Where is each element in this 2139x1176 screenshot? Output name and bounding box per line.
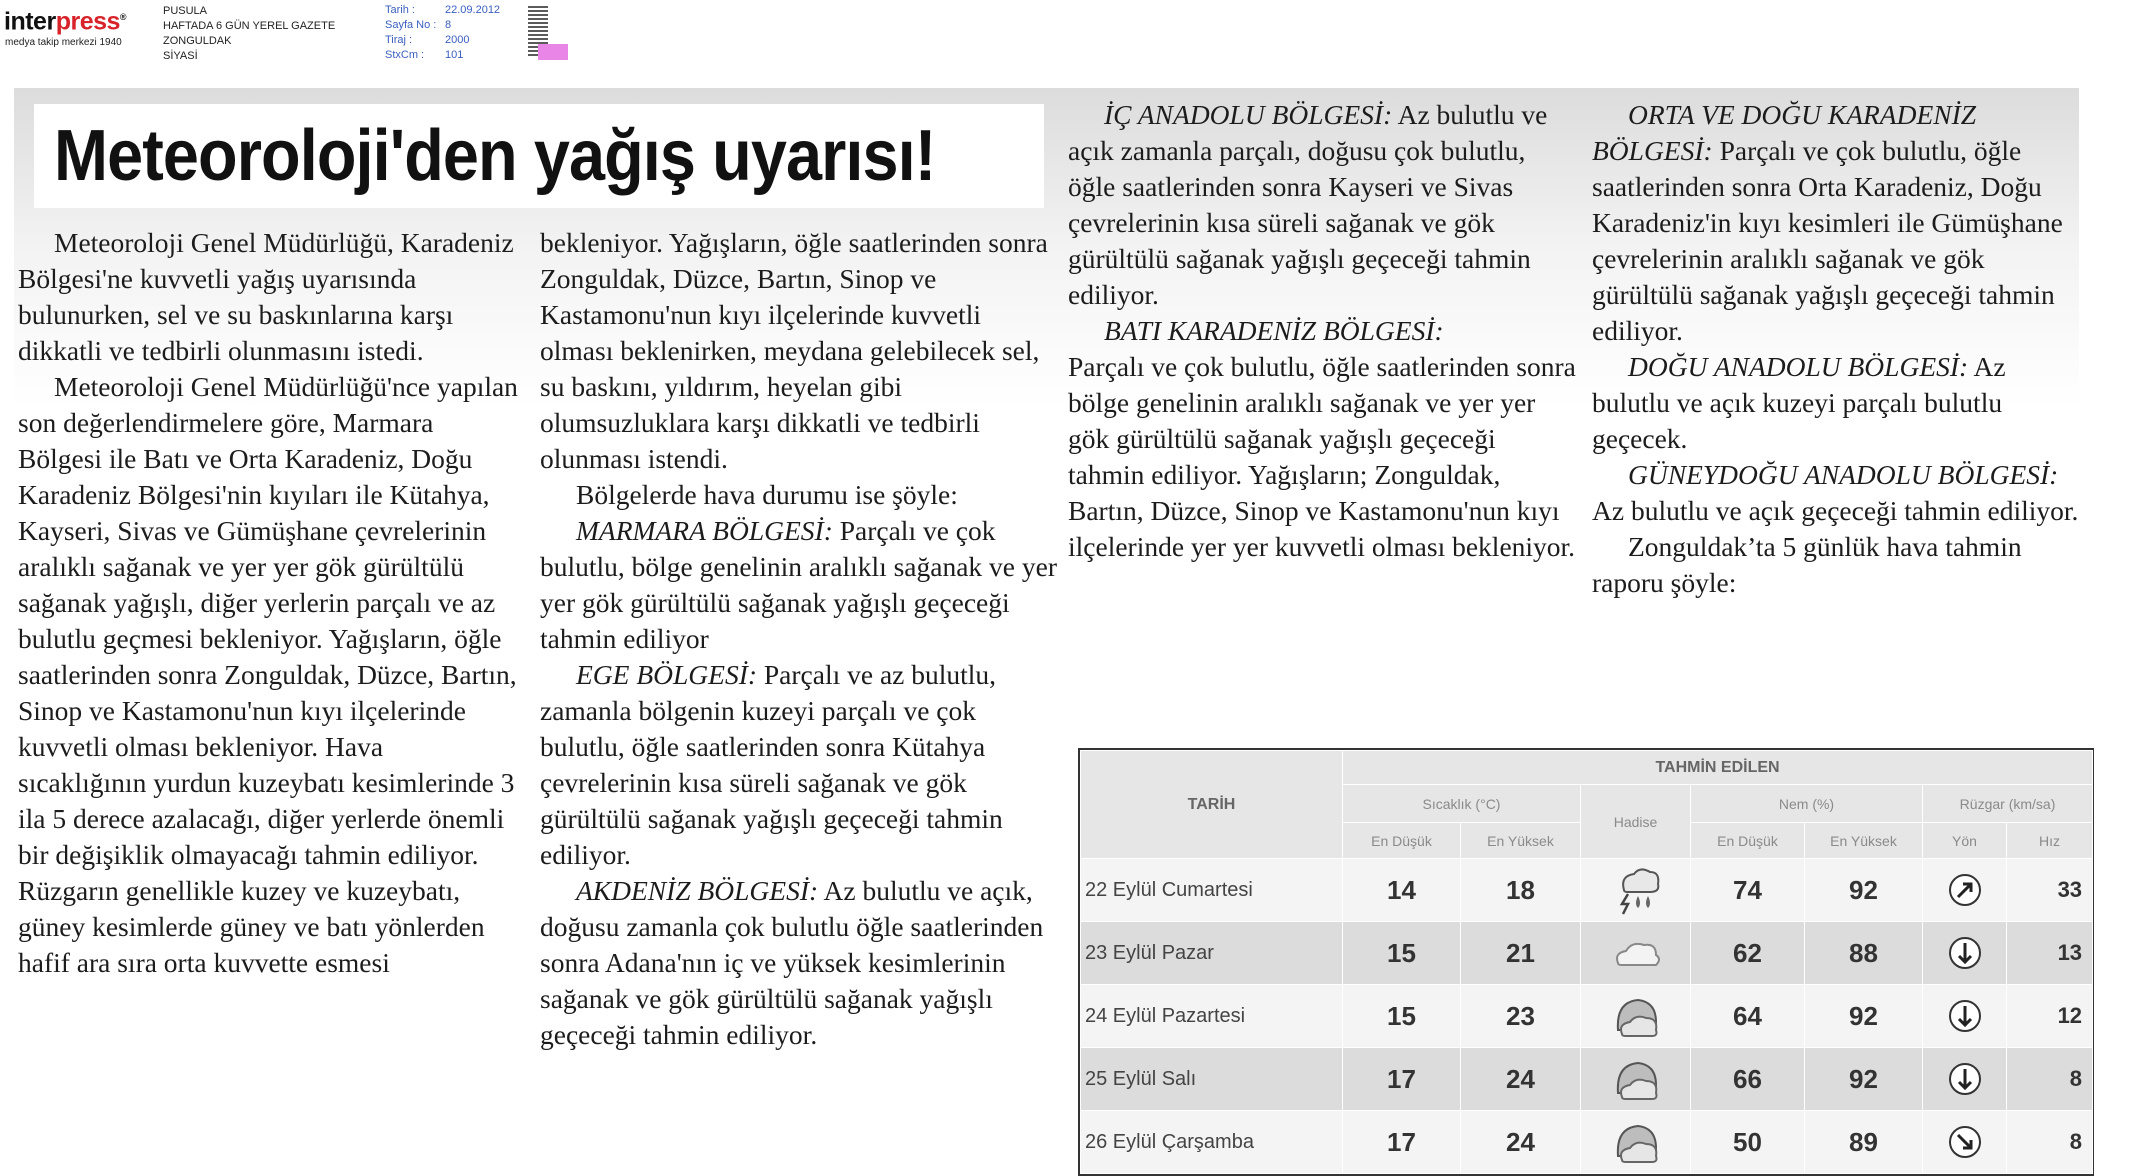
event-cell [1581,1048,1691,1111]
region-paragraph-ege [540,657,1060,873]
wind-speed: 8 [2007,1111,2093,1174]
col-header-hum-max: En Yüksek [1805,823,1923,859]
humidity-min: 50 [1691,1111,1805,1174]
meta-value: 22.09.2012 [445,4,501,16]
partly-cloudy-icon [1606,1053,1666,1105]
newspaper-clipping [14,88,2083,1157]
humidity-max: 92 [1805,985,1923,1048]
region-paragraph-marmara [540,513,1060,657]
region-text: Az bulutlu ve açık zamanla parçalı, doğusu çok bulutlu, öğle saatlerinden sonra Kayseri ve Sivas çevrelerinin kısa süreli sağanak ve gök gürültülü sağanak yağışlı geçeceği tahmin ediliyor. [1068,99,1548,310]
region-text: Parçalı ve çok bulutlu, öğle saatlerinden sonra bölge genelinin aralıklı sağanak ve yer yer gök gürültülü sağanak yağışlı geçeceği tahmin ediliyor. Yağışların; Zonguldak, Bartın, Düzce, Sinop ve Kastamonu'nun kıyı ilçelerinde yer yer kuvvetli olması bekleniyor. [1068,351,1576,562]
paragraph: Meteoroloji Genel Müdürlüğü'nce yapılan son değerlendirmelere göre, Marmara Bölgesi ile Batı ve Orta Karadeniz, Doğu Karadeniz Bölgesi'nin kıyıları ile Kütahya, Kayseri, Sivas ve Gümüşhane çevrelerinin aralıklı sağanak ve yer yer gök gürültülü sağanak yağışlı, diğer yerlerin parçalı ve az bulutlu geçmesi bekleniyor. Yağışların, öğle saatlerinden sonra Zonguldak, Düzce, Bartın, Sinop ve Kastamonu'nun kıyı ilçelerinde kuvvetli olması bekleniyor. Hava sıcaklığının yurdun kuzeybatı kesimlerinde 3 ila 5 derece azalacağı, diğer yerlerde önemli bir değişiklik olmayacağı tahmin ediliyor. Rüzgarın genellikle kuzey ve kuzeybatı, güney kesimlerde güney ve batı yönlerden hafif ara sıra orta kuvvette esmesi [18,371,518,978]
forecast-date: 26 Eylül Çarşamba [1081,1111,1343,1174]
article-column-1 [18,225,518,981]
col-header-date: TARİH [1081,751,1343,859]
forecast-date: 24 Eylül Pazartesi [1081,985,1343,1048]
forecast-date: 23 Eylül Pazar [1081,922,1343,985]
article-headline: Meteoroloji'den yağış uyarısı! [54,116,936,196]
logo-registered-mark: ® [119,12,127,22]
logo-text-left: inter [4,7,56,36]
meta-label: Sayfa No : [385,19,437,31]
temp-max: 24 [1461,1048,1581,1111]
color-marker [538,44,568,60]
humidity-max: 92 [1805,1048,1923,1111]
meta-value: 101 [445,49,464,61]
event-cell [1581,922,1691,985]
clipping-header [0,0,600,70]
col-header-wind-dir: Yön [1923,823,2007,859]
humidity-min: 64 [1691,985,1805,1048]
meta-row [385,33,500,48]
meta-label: StxCm : [385,49,425,61]
region-text: Az bulutlu ve açık kuzeyi parçalı bulutlu geçecek. [1592,351,2006,454]
meta-row [385,48,500,63]
partly-cloudy-icon [1606,1116,1666,1168]
meta-value: 2000 [445,34,470,46]
temp-min: 15 [1343,985,1461,1048]
meta-label: Tarih : [385,4,415,16]
cloud-icon [1606,927,1666,979]
wind-dir-cell [1923,1048,2007,1111]
region-name: AKDENİZ BÖLGESİ: [576,875,819,906]
partly-cloudy-icon [1606,990,1666,1042]
region-name: İÇ ANADOLU BÖLGESİ: [1104,99,1393,130]
wind-speed: 12 [2007,985,2093,1048]
publication-line: HAFTADA 6 GÜN YEREL GAZETE [163,20,336,32]
arrow-south-icon [1948,1062,1982,1096]
meta-row [385,18,500,33]
region-text: Az bulutlu ve açık geçeceği tahmin ediliyor. [1592,495,2079,526]
col-group-temperature: Sıcaklık (°C) [1343,785,1581,823]
region-heading-bati-karadeniz [1068,313,1578,349]
table-row [1081,859,2093,922]
humidity-min: 74 [1691,859,1805,922]
temp-max: 24 [1461,1111,1581,1174]
article-column-3 [1068,97,1578,565]
region-name: EGE BÖLGESİ: [576,659,758,690]
paragraph: Zonguldak’ta 5 günlük hava tahmin raporu şöyle: [1592,531,2022,598]
col-header-temp-max: En Yüksek [1461,823,1581,859]
region-name: ORTA VE DOĞU KARADENİZ BÖLGESİ: [1592,99,1977,166]
headline-box [34,104,1044,208]
arrow-south-icon [1948,999,1982,1033]
wind-dir-cell [1923,1111,2007,1174]
event-cell [1581,985,1691,1048]
temp-min: 17 [1343,1048,1461,1111]
article-column-2 [540,225,1060,1053]
col-header-wind-speed: Hız [2007,823,2093,859]
meta-row [385,3,500,18]
region-name: DOĞU ANADOLU BÖLGESİ: [1628,351,1969,382]
event-cell [1581,859,1691,922]
wind-dir-cell [1923,985,2007,1048]
col-header-temp-min: En Düşük [1343,823,1461,859]
paragraph: Meteoroloji Genel Müdürlüğü, Karadeniz Bölgesi'ne kuvvetli yağış uyarısında bulunurken, sel ve su baskınlarına karşı dikkatli ve tedbirli olunmasını istedi. [18,227,514,366]
humidity-min: 66 [1691,1048,1805,1111]
col-header-hum-min: En Düşük [1691,823,1805,859]
region-name: GÜNEYDOĞU ANADOLU BÖLGESİ: [1628,459,2059,490]
arrow-south-icon [1948,936,1982,970]
region-name: BATI KARADENİZ BÖLGESİ: [1104,315,1444,346]
region-text: Az bulutlu ve açık, doğusu zamanla çok bulutlu öğle saatlerinden sonra Adana'nın iç ve yüksek kesimlerinin sağanak ve gök gürültülü sağanak yağışlı geçeceği tahmin ediliyor. [540,875,1044,1050]
wind-dir-cell [1923,859,2007,922]
temp-max: 21 [1461,922,1581,985]
wind-speed: 13 [2007,922,2093,985]
col-header-event: Hadise [1581,785,1691,859]
col-group-humidity: Nem (%) [1691,785,1923,823]
humidity-max: 89 [1805,1111,1923,1174]
clipping-meta [385,3,500,63]
temp-min: 17 [1343,1111,1461,1174]
temp-max: 23 [1461,985,1581,1048]
meta-label: Tiraj : [385,34,413,46]
publication-line: SİYASİ [163,50,198,62]
table-row [1081,1111,2093,1174]
forecast-date: 22 Eylül Cumartesi [1081,859,1343,922]
region-name: MARMARA BÖLGESİ: [576,515,833,546]
publication-line: PUSULA [163,5,208,17]
arrow-southeast-icon [1948,1125,1982,1159]
col-group-wind: Rüzgar (km/sa) [1923,785,2093,823]
publication-info [163,4,335,64]
table-row [1081,1048,2093,1111]
temp-min: 14 [1343,859,1461,922]
region-paragraph-dogu-anadolu [1592,349,2082,457]
interpress-logo [4,4,154,48]
table-title: TAHMİN EDİLEN [1343,751,2093,785]
article-column-4 [1592,97,2082,601]
humidity-max: 88 [1805,922,1923,985]
paragraph: bekleniyor. Yağışların, öğle saatlerinden sonra Zonguldak, Düzce, Bartın, Sinop ve Kastamonu'nun kıyı ilçelerinde kuvvetli olması beklenirken, meydana gelebilecek sel, su baskını, yıldırım, heyelan gibi olumsuzluklara karşı dikkatli ve tedbirli olunması istendi. [540,227,1048,474]
forecast-date: 25 Eylül Salı [1081,1048,1343,1111]
temp-max: 18 [1461,859,1581,922]
table-row [1081,922,2093,985]
logo-text-right: press [55,7,120,36]
paragraph: Bölgelerde hava durumu ise şöyle: [576,479,958,510]
region-paragraph-orta-dogu-karadeniz [1592,97,2082,349]
thunder-rain-icon [1606,864,1666,916]
wind-speed: 8 [2007,1048,2093,1111]
wind-dir-cell [1923,922,2007,985]
table-row [1081,985,2093,1048]
meta-value: 8 [445,19,452,31]
region-paragraph-akdeniz [540,873,1060,1053]
arrow-northeast-icon [1948,873,1982,907]
humidity-max: 92 [1805,859,1923,922]
humidity-min: 62 [1691,922,1805,985]
wind-speed: 33 [2007,859,2093,922]
region-paragraph-ic-anadolu [1068,97,1578,313]
event-cell [1581,1111,1691,1174]
forecast-table [1078,748,2094,1176]
region-text: Parçalı ve çok bulutlu, öğle saatlerinden sonra Orta Karadeniz, Doğu Karadeniz'in kıyı kesimleri ile Gümüşhane çevrelerinin aralıklı sağanak ve gök gürültülü sağanak yağışlı geçeceği tahmin ediliyor. [1592,135,2063,346]
qr-code-icon [528,4,570,60]
region-text: Parçalı ve az bulutlu, zamanla bölgenin kuzeyi parçalı ve çok bulutlu, öğle saatlerinden sonra Kütahya çevrelerinin kısa süreli sağanak ve gök gürültülü sağanak yağışlı geçeceği tahmin ediliyor. [540,659,1003,870]
logo-tagline: medya takip merkezi 1940 [5,37,122,48]
region-text: Parçalı ve çok bulutlu, bölge genelinin aralıklı sağanak ve yer yer gök gürültülü sağanak yağışlı geçeceği tahmin ediliyor [540,515,1057,654]
temp-min: 15 [1343,922,1461,985]
region-paragraph-guneydogu [1592,457,2082,529]
publication-line: ZONGULDAK [163,35,232,47]
